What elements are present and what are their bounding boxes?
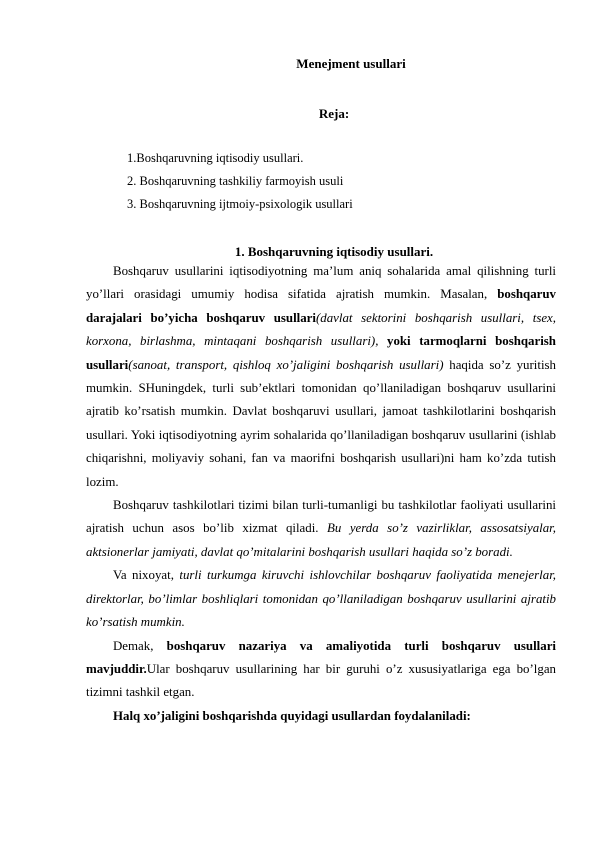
paragraph-2 — [86, 494, 556, 564]
plan-heading: Reja: — [318, 106, 350, 121]
italic-text: (davlat sektorini boshqarish usullari, tsex, korxona, birlashma, mintaqani boshqarish usullari), — [86, 310, 556, 349]
document-title: Menejment usullari — [296, 56, 406, 71]
plan-item: 2. Boshqaruvning tashkiliy farmoyish usuli — [127, 174, 344, 188]
plan-item: 3. Boshqaruvning ijtmoiy-psixologik usullari — [127, 197, 353, 211]
bold-text: boshqaruv nazariya va amaliyotida turli boshqaruv usullari mavjuddir. — [86, 638, 556, 676]
text-run: Boshqaruv tashkilotlari tizimi bilan turli-tumanligi bu tashkilotlar faoliyati usullarini ajratish uchun asos bo’lib xizmat qiladi. — [86, 498, 556, 536]
italic-text: turli turkumga kiruvchi ishlovchilar boshqaruv faoliyatida menejerlar, direktorlar, bo’limlar boshliqlari tomonidan qo’llaniladigan boshqaruv usullarini ajratib ko’rsatish mumkin. — [86, 568, 557, 630]
section-heading: 1. Boshqaruvning iqtisodiy usullari. — [234, 244, 434, 259]
text-run: Ular boshqaruv usullarining har bir guruhi o’z xususiyatlariga ega bo’lgan tizimni tashkil etgan. — [86, 661, 556, 700]
text-run: Boshqaruv usullarini iqtisodiyotning ma’lum aniq sohalarida amal qilishning turli yo’llari orasidagi umumiy hodisa sifatida ajratish mumkin. Masalan, — [86, 264, 556, 302]
paragraph-1 — [86, 260, 556, 494]
plan-list — [127, 147, 353, 216]
bold-text: Halq xo’jaligini boshqarishda quyidagi usullardan foydalaniladi: — [113, 708, 471, 723]
paragraph-5 — [86, 705, 556, 728]
italic-text: Bu yerda so’z vazirliklar, assosatsiyalar, aktsionerlar jamiyati, davlat qo’mitalarini boshqarish usullari haqida so’z boradi. — [86, 521, 556, 559]
text-run: Demak, — [113, 638, 167, 653]
italic-text: (sanoat, transport, qishloq xo’jaligini boshqarish usullari) — [128, 357, 444, 372]
paragraph-4 — [86, 635, 556, 705]
text-run: haqida so’z yuritish mumkin. SHuningdek, turli sub’ektlari tomonidan qo’llaniladigan boshqaruv usullarini ajratib ko’rsatish mumkin. Davlat boshqaruvi usullari, jamoat tashkilotlarini boshqarish usullari. Yoki iqtisodiyotning ayrim sohalarida qo’llaniladigan boshqaruv usullarini (ishlab chiqarishni, moliyaviy sohani, fan va maorifni boshqarish usullari)ni ham ko’zda tutish lozim. — [86, 357, 556, 489]
bold-text: boshqaruv darajalari bo’yicha boshqaruv usullari — [86, 287, 556, 325]
bold-text: yoki tarmoqlarni boshqarish usullari — [86, 334, 556, 372]
text-run — [378, 334, 387, 348]
plan-item: 1.Boshqaruvning iqtisodiy usullari. — [127, 151, 304, 165]
paragraph-3 — [86, 564, 556, 634]
text-run: Va nixoyat, — [113, 568, 180, 583]
document-body — [86, 260, 556, 728]
